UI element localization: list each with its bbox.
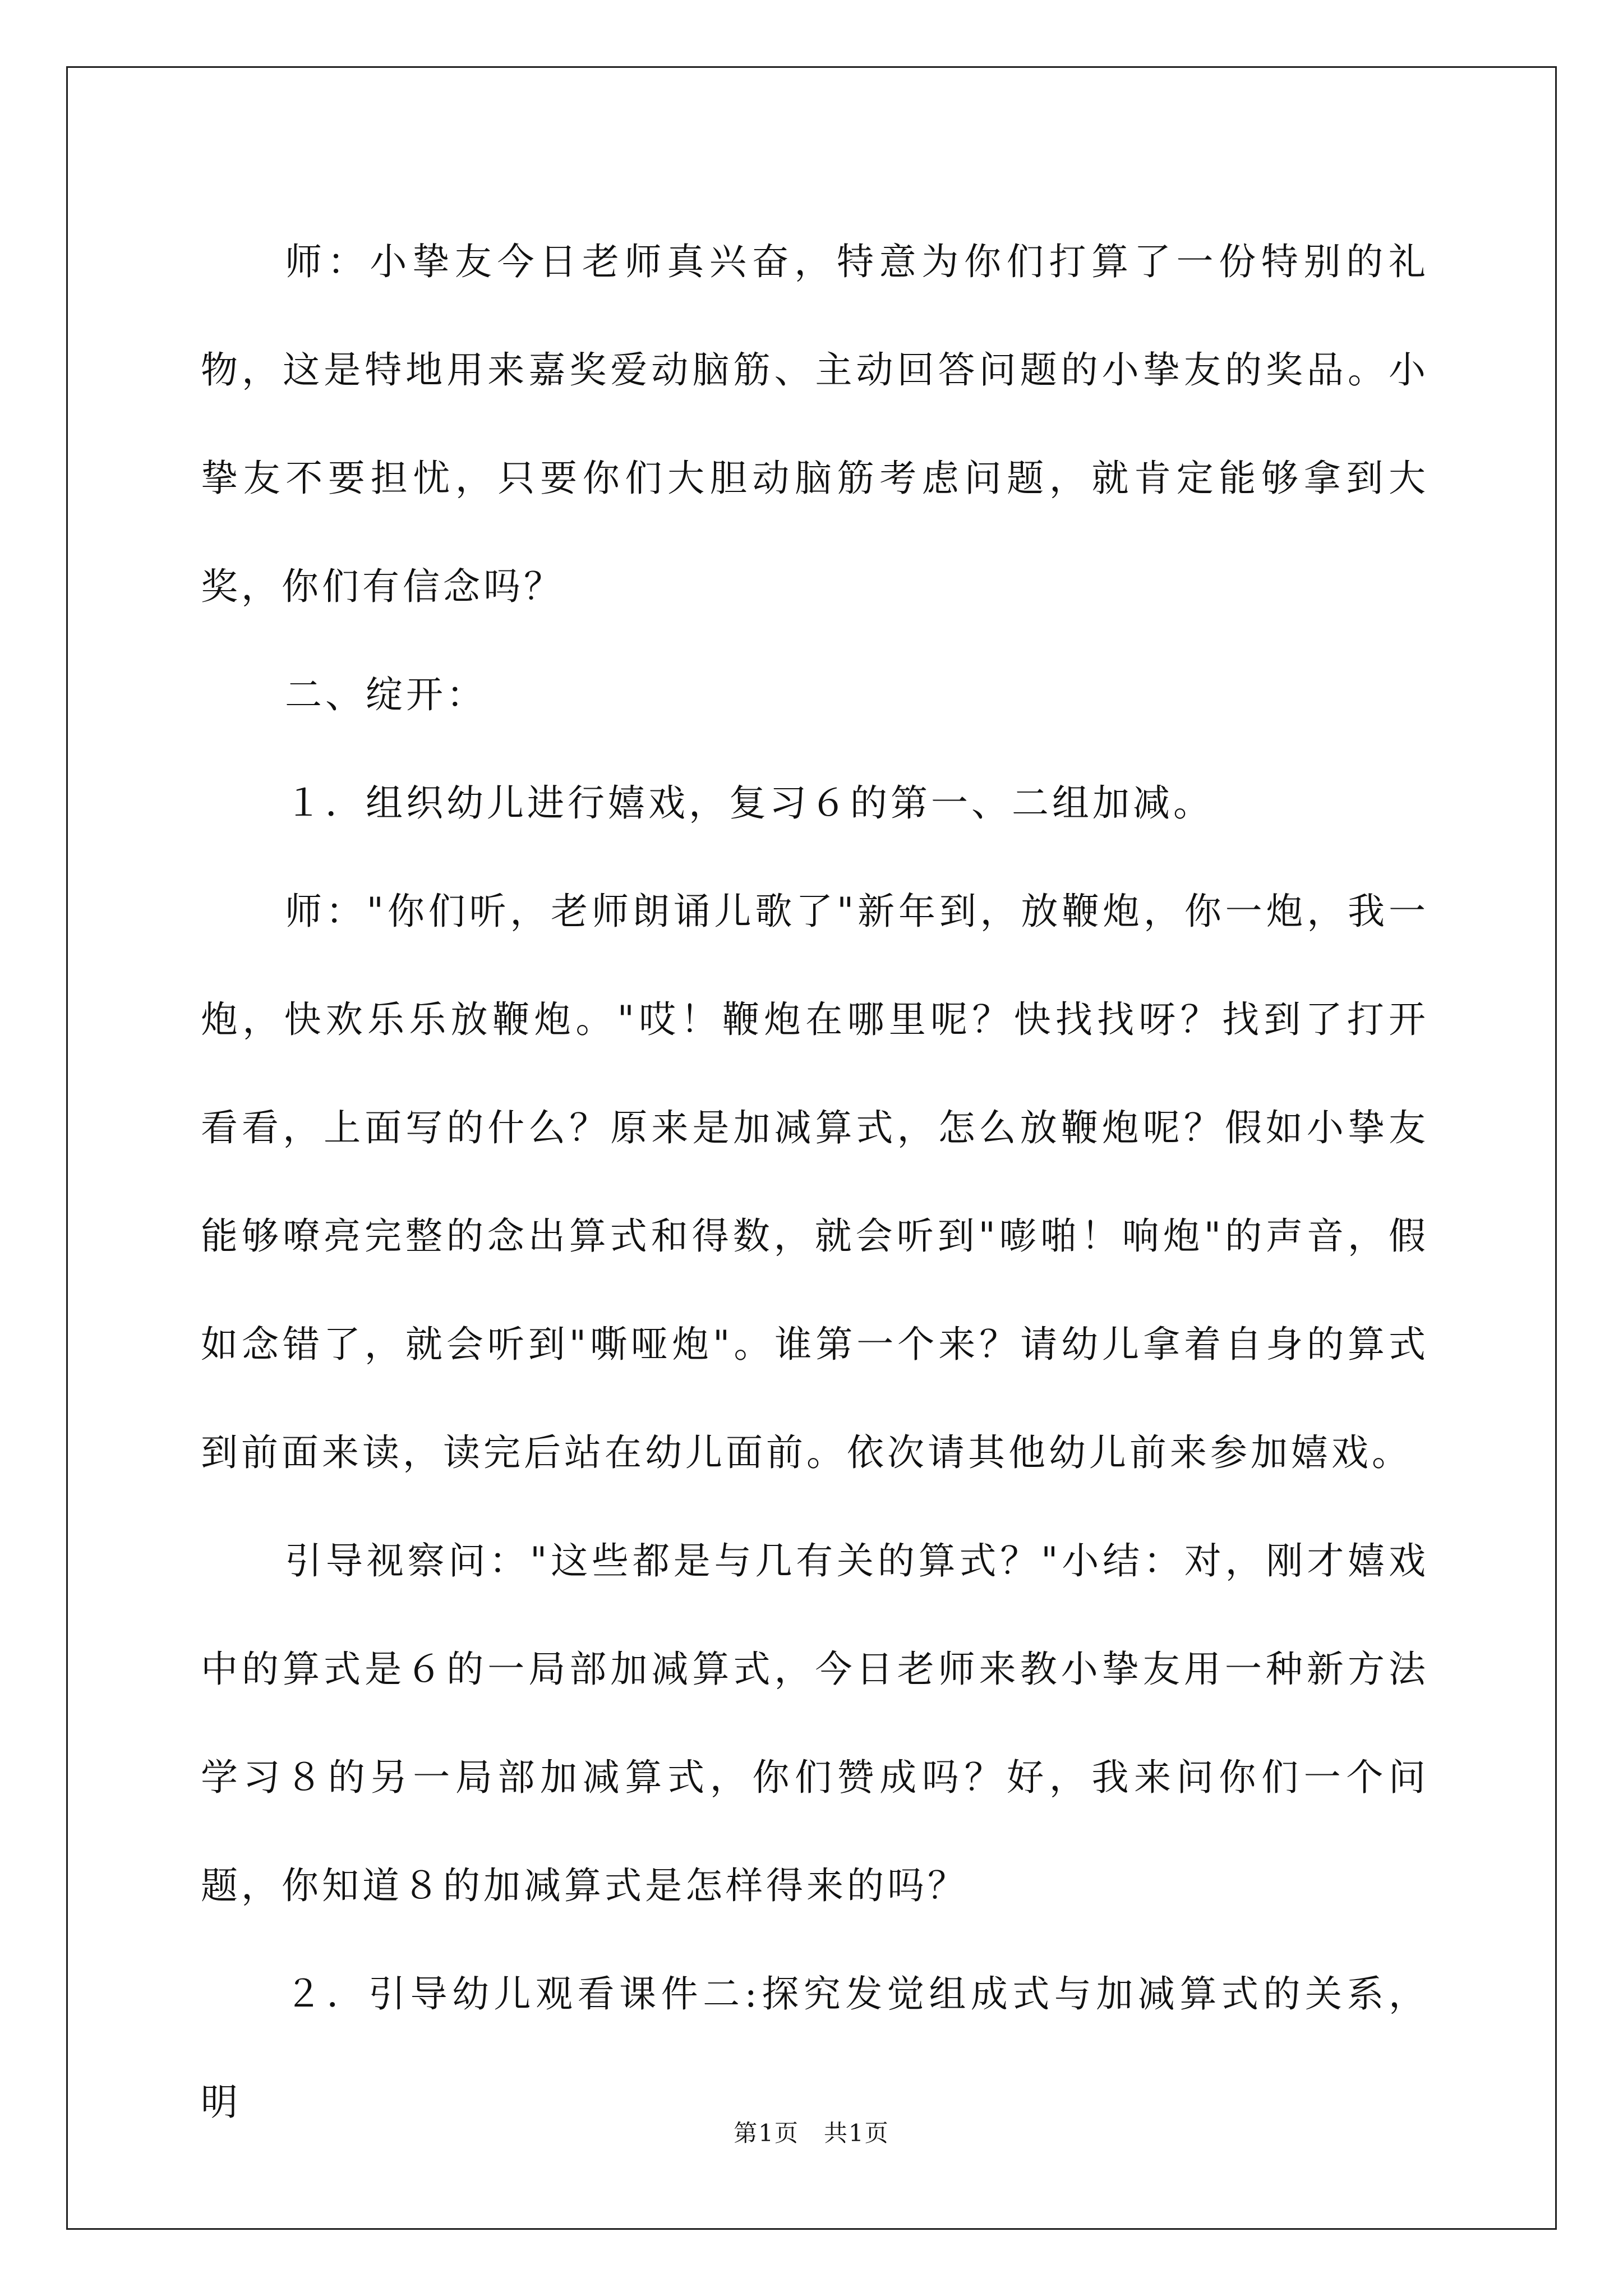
paragraph-4: 师："你们听，老师朗诵儿歌了"新年到，放鞭炮，你一炮，我一炮，快欢乐乐放鞭炮。"哎！鞭炮在哪里呢？快找找呀？找到了打开看看，上面写的什么？原来是加减算式，怎么放鞭炮呢？假如小挚友能够嘹亮完整的念出算式和得数，就会听到"嘭啪！响炮"的声音，假如念错了，就会听到"嘶哑炮"。谁第一个来？请幼儿拿着自身的算式到前面来读，读完后站在幼儿面前。依次请其他幼儿前来参加嬉戏。 [201, 890, 1429, 1474]
paragraph-3: １．组织幼儿进行嬉戏，复习６的第一、二组加减。 [285, 781, 1214, 825]
document-body [201, 208, 1429, 2156]
paragraph-1: 师：小挚友今日老师真兴奋，特意为你们打算了一份特别的礼物，这是特地用来嘉奖爱动脑筋、主动回答问题的小挚友的奖品。小挚友不要担忧，只要你们大胆动脑筋考虑问题，就肯定能够拿到大奖，你们有信念吗？ [201, 240, 1429, 608]
paragraph-2: 二、绽开： [285, 673, 487, 716]
page-footer: 第1页 共1页 [734, 2119, 889, 2147]
paragraph-5: 引导视察问："这些都是与几有关的算式？"小结：对，刚才嬉戏中的算式是６的一局部加减算式，今日老师来教小挚友用一种新方法学习８的另一局部加减算式，你们赞成吗？好，我来问你们一个问题，你知道８的加减算式是怎样得来的吗？ [201, 1539, 1429, 1907]
paragraph-6: ２．引导幼儿观看课件二:探究发觉组成式与加减算式的关系，明 [201, 1972, 1429, 2124]
